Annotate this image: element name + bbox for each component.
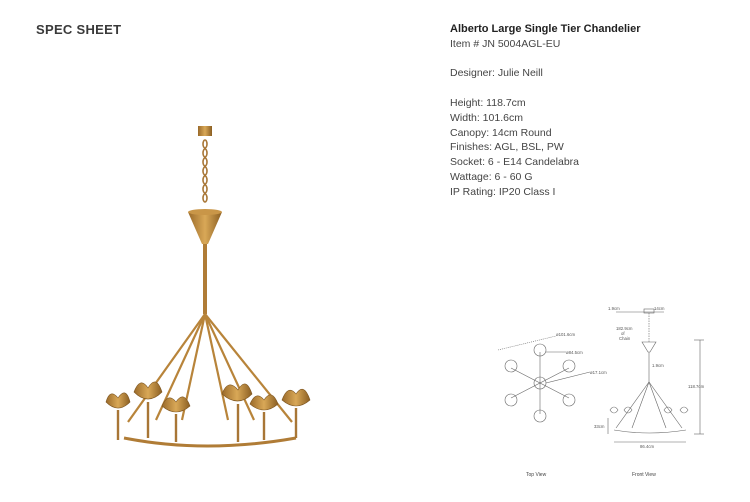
spec-width: Width: 101.6cm	[450, 111, 523, 124]
page-title: SPEC SHEET	[36, 22, 122, 37]
spec-ip-rating: IP Rating: IP20 Class I	[450, 185, 556, 198]
top-view-caption: Top View	[526, 472, 547, 478]
item-number: Item # JN 5004AGL-EU	[450, 37, 561, 50]
chandelier-photo	[96, 120, 326, 462]
dim-14: 14cm	[654, 306, 665, 311]
spec-block	[450, 22, 730, 200]
spec-height: Height: 118.7cm	[450, 96, 526, 109]
dim-86-4: 86.4cm	[640, 444, 655, 449]
spec-wattage: Wattage: 6 - 60 G	[450, 170, 533, 183]
dim-84-5: ø84.5cm	[566, 350, 583, 355]
front-view-caption: Front View	[632, 472, 656, 478]
spec-canopy: Canopy: 14cm Round	[450, 126, 552, 139]
dim-1-9a: 1.9cm	[608, 306, 620, 311]
designer: Designer: Julie Neill	[450, 67, 543, 80]
dim-chain: Chain	[619, 336, 631, 341]
dim-182-9: 182.9cm	[616, 326, 633, 331]
dim-118-7: 118.7cm	[688, 384, 705, 389]
spec-socket: Socket: 6 - E14 Candelabra	[450, 156, 579, 169]
top-view	[498, 336, 590, 422]
spec-finishes: Finishes: AGL, BSL, PW	[450, 141, 564, 154]
product-name: Alberto Large Single Tier Chandelier	[450, 23, 641, 35]
dim-1-9b: 1.9cm	[652, 363, 664, 368]
technical-drawing	[486, 300, 716, 490]
dim-101-6: ø101.6cm	[556, 332, 576, 337]
dim-33: 33cm	[594, 424, 605, 429]
dim-17-1: ø17.1cm	[590, 370, 607, 375]
dim-of: of	[621, 331, 625, 336]
